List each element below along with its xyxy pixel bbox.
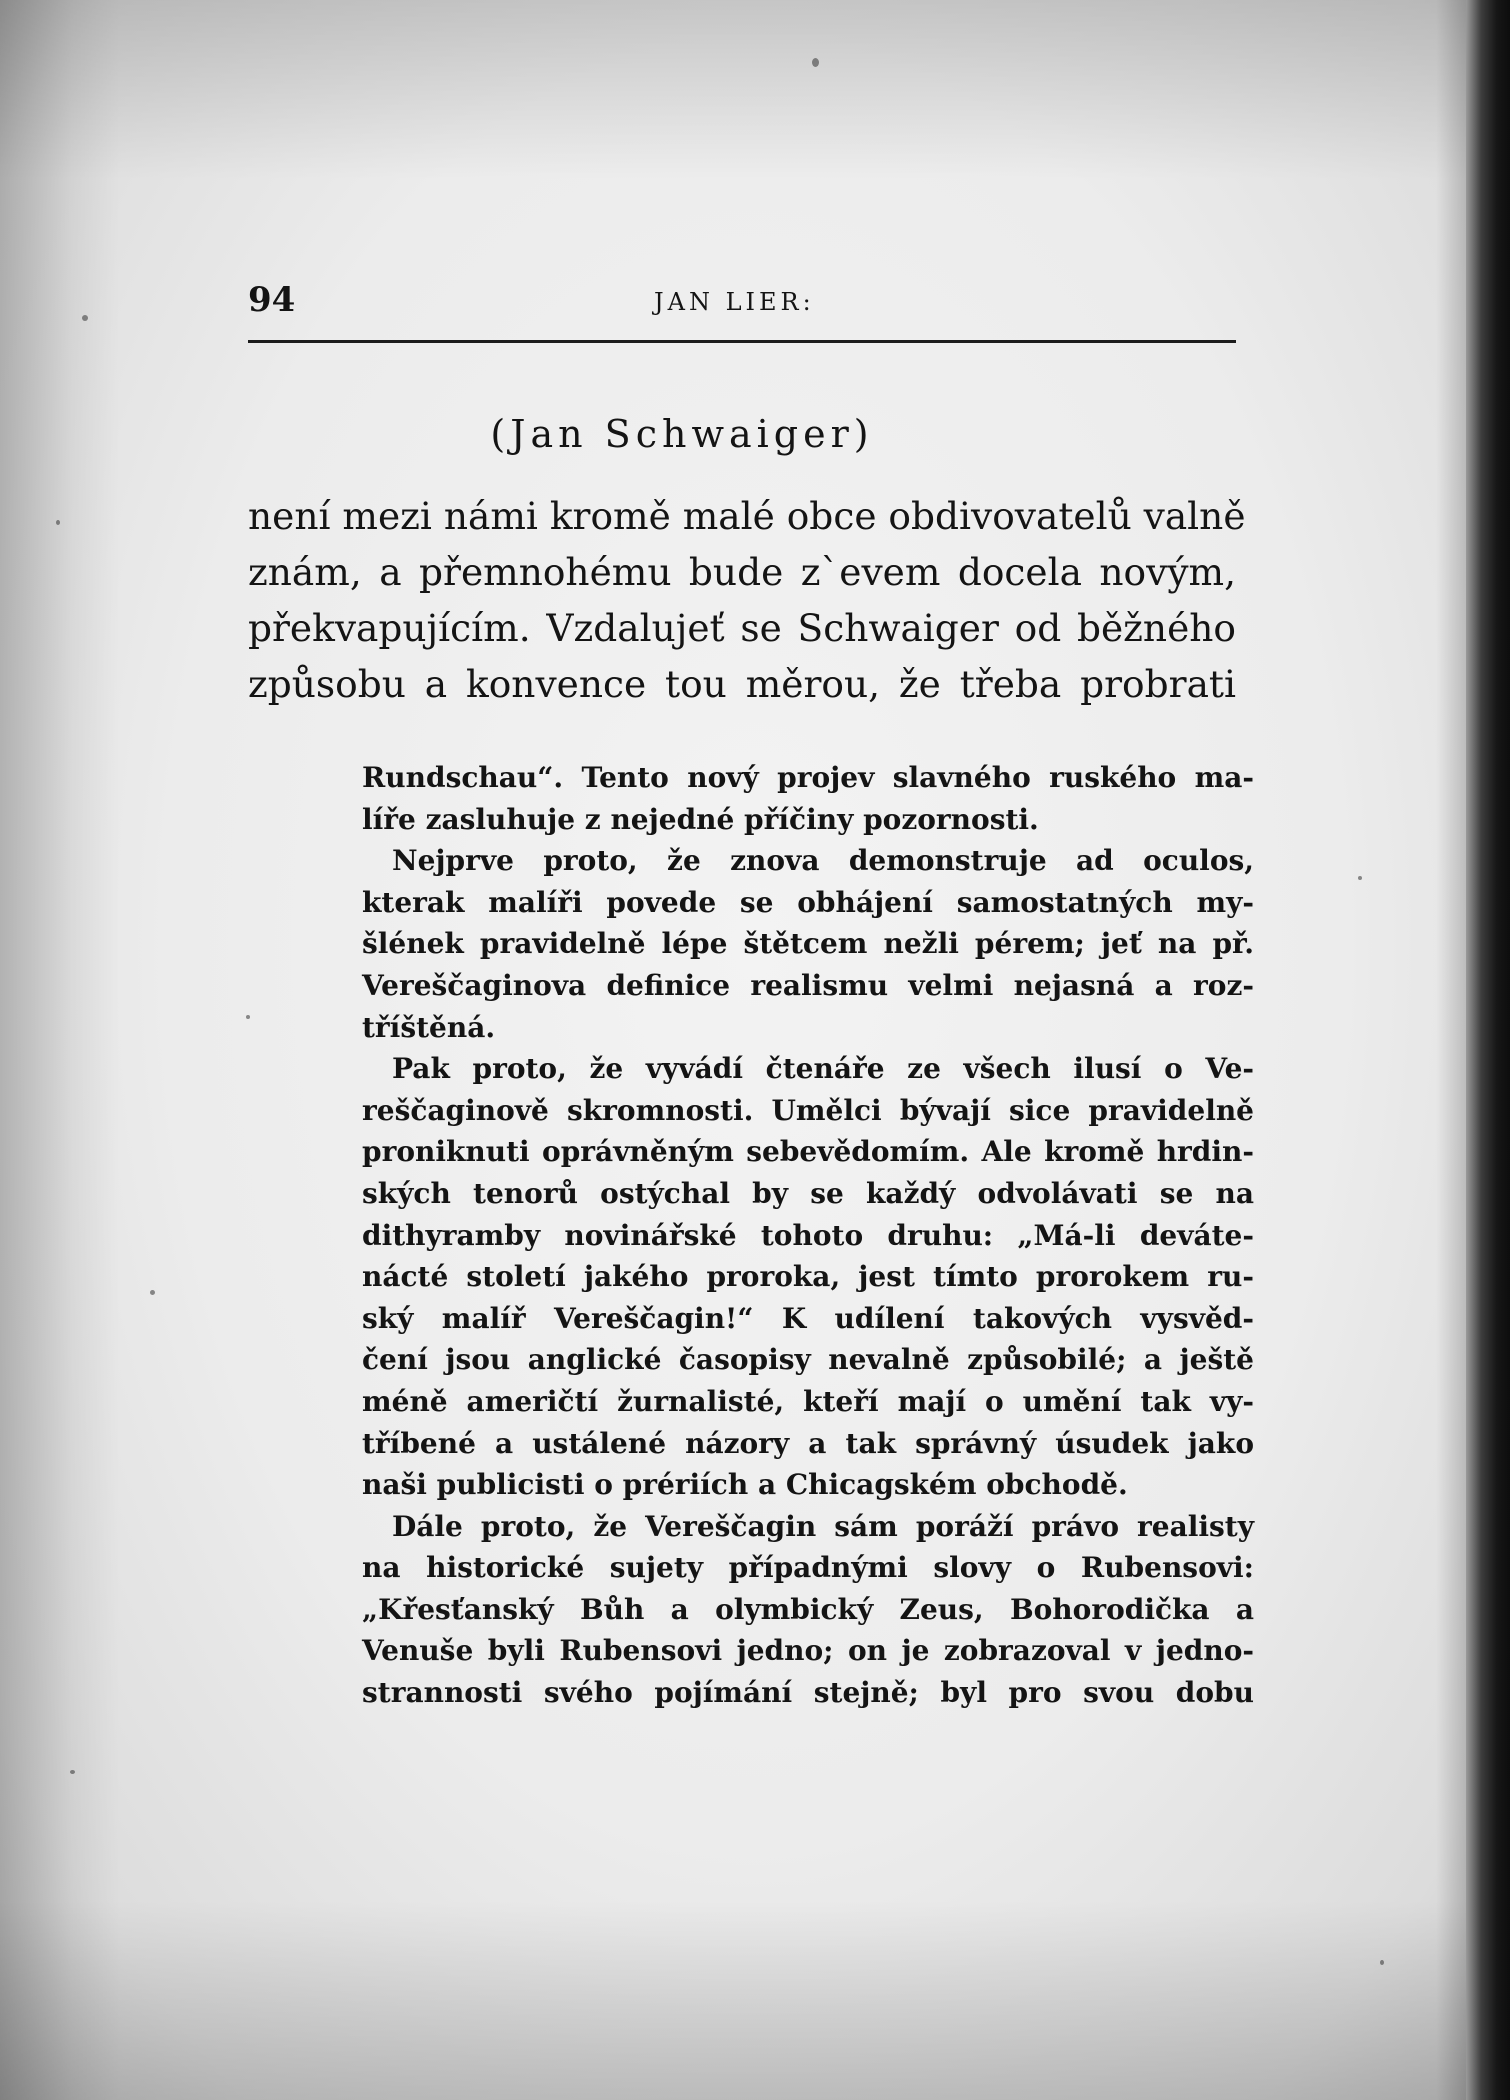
scan-speck — [246, 1015, 250, 1019]
text-line: ský malíř Vereščagin!“ K udílení takových vysvěd- — [362, 1301, 1254, 1335]
text-line: na historické sujety případnými slovy o Rubensovi: — [362, 1551, 1254, 1585]
text-line: dithyramby novinářské tohoto druhu: „Má-li deváte- — [362, 1218, 1254, 1252]
scan-speck — [56, 520, 60, 525]
body-paragraph-large — [248, 488, 1246, 712]
text-line: naši publicisti o prériích a Chicagském obchodě. — [362, 1468, 1128, 1502]
text-line: strannosti svého pojímání stejně; byl pro svou dobu — [362, 1676, 1254, 1710]
page-number: 94 — [248, 280, 296, 320]
quoted-review-text — [362, 757, 1254, 1714]
text-line: líře zasluhuje z nejedné příčiny pozornosti. — [362, 802, 1039, 836]
text-line: Rundschau“. Tento nový projev slavného ruského ma- — [362, 761, 1254, 794]
page-edge-shadow-bottom — [0, 1900, 1466, 2100]
scan-speck — [150, 1290, 155, 1295]
text-line: není mezi námi kromě malé obce obdivovatelů valně — [248, 494, 1246, 538]
text-line: reščaginově skromnosti. Umělci bývají sice pravidelně — [362, 1093, 1254, 1127]
scan-speck — [1358, 876, 1362, 880]
header-rule — [248, 340, 1236, 343]
text-line: proniknuti oprávněným sebevědomím. Ale kromě hrdin- — [362, 1135, 1254, 1169]
artist-heading-text: (Jan Schwaiger) — [490, 412, 874, 456]
scan-speck — [812, 58, 819, 67]
text-line: nácté století jakého proroka, jest tímto prorokem ru- — [362, 1260, 1254, 1294]
text-line: Vereščaginova definice realismu velmi nejasná a roz- — [362, 968, 1254, 1002]
scan-edge-shadow — [1436, 0, 1466, 2100]
running-header — [248, 278, 1236, 338]
text-line: tříbené a ustálené názory a tak správný úsudek jako — [362, 1426, 1254, 1460]
scan-speck — [70, 1770, 75, 1774]
artist-heading — [248, 408, 1236, 460]
text-line: „Křesťanský Bůh a olymbický Zeus, Bohorodička a — [362, 1592, 1254, 1626]
text-line: Nejprve proto, že znova demonstruje ad oculos, — [392, 844, 1254, 878]
scan-speck — [1380, 1960, 1384, 1965]
scan-speck — [82, 315, 88, 321]
text-line: Dále proto, že Vereščagin sám poráží právo realisty — [392, 1509, 1254, 1543]
text-line: tříštěná. — [362, 1010, 496, 1044]
text-line: ských tenorů ostýchal by se každý odvolávati se na — [362, 1176, 1254, 1210]
scanner-edge — [1466, 0, 1510, 2100]
text-line: znám, a přemnohému bude z`evem docela novým, — [248, 550, 1236, 594]
text-line: způsobu a konvence tou měrou, že třeba probrati — [248, 662, 1236, 706]
text-line: čení jsou anglické časopisy nevalně způsobilé; a ještě — [362, 1343, 1254, 1377]
text-line: překvapujícím. Vzdalujeť se Schwaiger od běžného — [248, 606, 1236, 650]
text-line: kterak malíři povede se obhájení samostatných my- — [362, 885, 1254, 919]
text-line: méně američtí žurnalisté, kteří mají o umění tak vy- — [362, 1384, 1254, 1418]
running-title: JAN LIER: — [654, 288, 815, 316]
page-edge-shadow-left — [0, 0, 120, 2100]
page-edge-shadow-top — [0, 0, 1466, 180]
text-line: šlének pravidelně lépe štětcem nežli pérem; jeť na př. — [362, 927, 1254, 961]
text-line: Venuše byli Rubensovi jedno; on je zobrazoval v jedno- — [362, 1634, 1254, 1668]
text-line: Pak proto, že vyvádí čtenáře ze všech ilusí o Ve- — [392, 1052, 1254, 1086]
